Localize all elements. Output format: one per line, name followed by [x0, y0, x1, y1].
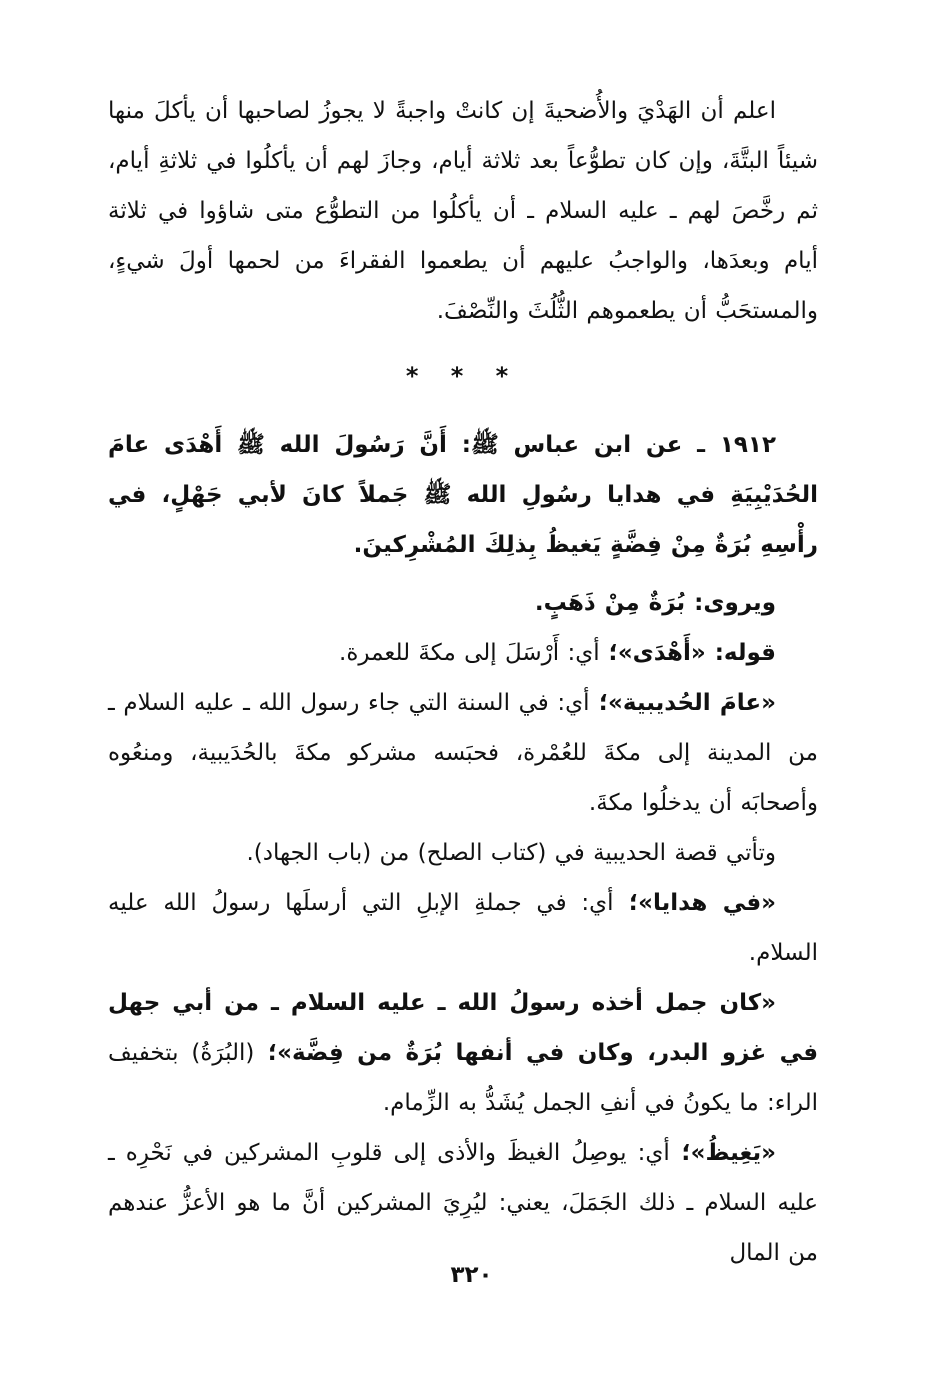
ahda-label: قوله: «أَهْدَى»؛: [599, 640, 776, 666]
hadith-text: أَنَّ رَسُولَ الله ﷺ أَهْدَى عامَ الحُدَيْبِيَةِ في هدايا رسُولِ الله ﷺ جَملاً كانَ لأبي جَهْلٍ، في رأْسِهِ بُرَةٌ مِنْ فِضَّةٍ يَغيظُ بِذلِكَ المُشْرِكينَ.: [108, 432, 818, 558]
hadaya-label: «في هدايا»؛: [613, 890, 776, 916]
section-separator: * * *: [405, 362, 521, 390]
hudaybiya-label: «عامَ الحُديبية»؛: [589, 690, 776, 716]
ahda-text: أي: أَرْسَلَ إلى مكةَ للعمرة.: [339, 640, 600, 666]
intro-paragraph: اعلم أن الهَدْيَ والأُضحيةَ إن كانتْ واجبةً لا يجوزُ لصاحبها أن يأكلَ منها شيئاً البتَّةَ، وإن كان تطوُّعاً بعد ثلاثة أيام، وجازَ لهم أن يأكلُوا في ثلاثةِ أيام، ثم رخَّصَ لهم ـ عليه السلام ـ أن يأكلُوا من التطوُّع متى شاؤوا في ثلاثة أيام وبعدَها، والواجبُ عليهم أن يطعموا الفقراءَ من لحمها أولَ شيءٍ، والمستحَبُّ أن يطعموهم الثُّلُثَ والنِّصْفَ.: [108, 98, 818, 324]
variant-text: بُرَةٌ مِنْ ذَهَبٍ.: [534, 590, 686, 616]
page-body: [108, 86, 818, 1278]
jamal-text: (البُرَةُ) بتخفيف الراء: ما يكونُ في أنفِ الجمل يُشَدُّ به الزِّمام.: [108, 1040, 818, 1116]
yaghiz-label: «يَغِيظُ»؛: [669, 1140, 776, 1166]
story-paragraph: وتأتي قصة الحديبية في (كتاب الصلح) من (باب الجهاد).: [246, 840, 776, 866]
variant-label: ويروى:: [685, 590, 776, 616]
hadith-number: ١٩١٢ ـ عن ابن عباس ﷺ:: [446, 432, 776, 458]
yaghiz-paragraph: [108, 1128, 818, 1278]
hadaya-paragraph: [108, 878, 818, 978]
hudaybiya-text: أي: في السنة التي جاء رسول الله ـ عليه السلام ـ من المدينة إلى مكةَ للعُمْرة، فحبَسه مشركو مكةَ بالحُدَيبية، ومنعُوه وأصحابَه أن يدخلُوا مكةَ.: [108, 690, 818, 816]
jamal-paragraph: [108, 978, 818, 1128]
variant-paragraph: [108, 578, 818, 628]
jamal-label: «كان جمل أخذه رسولُ الله ـ عليه السلام ـ من أبي جهل في غزو البدر، وكان في أنفها بُرَةٌ من فِضَّة»؛: [108, 990, 818, 1066]
ahda-paragraph: [108, 628, 818, 678]
page-number: ٣٢٠: [450, 1262, 493, 1288]
yaghiz-text: أي: يوصِلُ الغيظَ والأذى إلى قلوبِ المشركين في نَحْرِه ـ عليه السلام ـ ذلك الجَمَلَ، يعني: ليُرِيَ المشركين أنَّ ما هو الأعزُّ عندهم من المال: [108, 1140, 818, 1266]
hadith-paragraph: [108, 420, 818, 570]
hudaybiya-paragraph: [108, 678, 818, 828]
hadaya-text: أي: في جملةِ الإبلِ التي أرسلَها رسولُ الله عليه السلام.: [108, 890, 818, 966]
